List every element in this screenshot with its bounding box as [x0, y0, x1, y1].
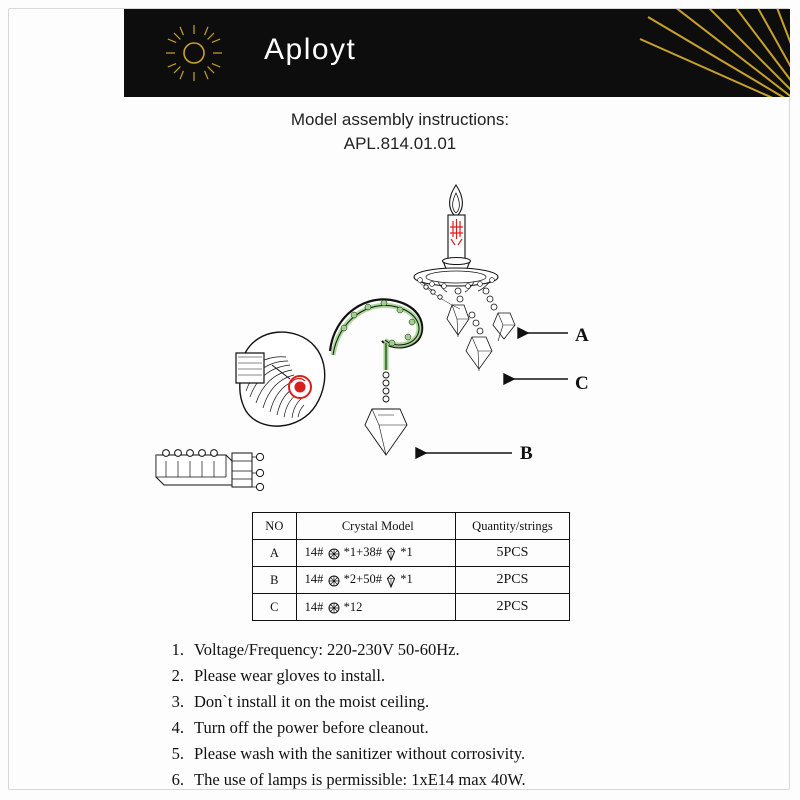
- row-model: [296, 567, 455, 594]
- instruction-number: 2.: [171, 666, 184, 685]
- row-quantity: 2PCS: [455, 594, 569, 621]
- title-block: [0, 108, 800, 156]
- table-row: [253, 540, 570, 567]
- header-quantity: Quantity/strings: [455, 513, 569, 540]
- brand-name: Aployt: [264, 33, 357, 66]
- instruction-text: Voltage/Frequency: 220-230V 50-60Hz.: [194, 640, 460, 659]
- brand-banner: [124, 9, 790, 97]
- round-crystal-icon: [328, 602, 340, 614]
- instruction-number: 1.: [171, 640, 184, 659]
- corner-rays-decoration-icon: [520, 9, 790, 97]
- callout-label-a: A: [575, 325, 589, 346]
- table-row: [253, 567, 570, 594]
- instruction-text: Turn off the power before cleanout.: [194, 718, 429, 737]
- instruction-text: Don`t install it on the moist ceiling.: [194, 692, 430, 711]
- row-model-text: *1+38#: [343, 545, 382, 560]
- sunburst-logo-icon: [164, 23, 224, 83]
- row-model-prefix: 14#: [304, 599, 324, 614]
- row-model-prefix: 14#: [304, 572, 324, 587]
- assembly-diagram: [120, 165, 680, 505]
- row-quantity: 5PCS: [455, 540, 569, 567]
- row-model: [296, 540, 455, 567]
- wall-sconce-illustration: [120, 165, 680, 505]
- row-model: [296, 594, 455, 621]
- round-crystal-icon: [328, 575, 340, 587]
- instruction-number: 3.: [171, 692, 184, 711]
- round-crystal-icon: [328, 548, 340, 560]
- header-no: NO: [253, 513, 297, 540]
- list-item: [158, 767, 778, 793]
- row-no: A: [253, 540, 297, 567]
- page-title: Model assembly instructions:: [290, 110, 510, 129]
- drop-crystal-icon: [386, 547, 396, 561]
- instructions-list: [158, 637, 778, 793]
- instruction-number: 6.: [171, 770, 184, 789]
- header-model: Crystal Model: [296, 513, 455, 540]
- row-model-text: *12: [343, 599, 363, 614]
- instruction-number: 4.: [171, 718, 184, 737]
- list-item: [158, 689, 778, 715]
- row-model-prefix: 14#: [304, 545, 324, 560]
- list-item: [158, 715, 778, 741]
- row-model-suffix: *1: [400, 572, 413, 587]
- drop-crystal-icon: [386, 574, 396, 588]
- table-row: [253, 594, 570, 621]
- row-model-suffix: *1: [400, 545, 413, 560]
- parts-table: [252, 512, 570, 621]
- callout-label-c: C: [575, 373, 589, 394]
- row-quantity: 2PCS: [455, 567, 569, 594]
- list-item: [158, 741, 778, 767]
- callout-label-b: B: [520, 443, 533, 464]
- row-no: B: [253, 567, 297, 594]
- table-header-row: [253, 513, 570, 540]
- list-item: [158, 637, 778, 663]
- row-no: C: [253, 594, 297, 621]
- model-code: APL.814.01.01: [343, 134, 457, 153]
- instruction-text: The use of lamps is permissible: 1xE14 max 40W.: [194, 770, 526, 789]
- instruction-text: Please wear gloves to install.: [194, 666, 386, 685]
- instruction-text: Please wash with the sanitizer without corrosivity.: [194, 744, 526, 763]
- row-model-text: *2+50#: [343, 572, 382, 587]
- list-item: [158, 663, 778, 689]
- instruction-number: 5.: [171, 744, 184, 763]
